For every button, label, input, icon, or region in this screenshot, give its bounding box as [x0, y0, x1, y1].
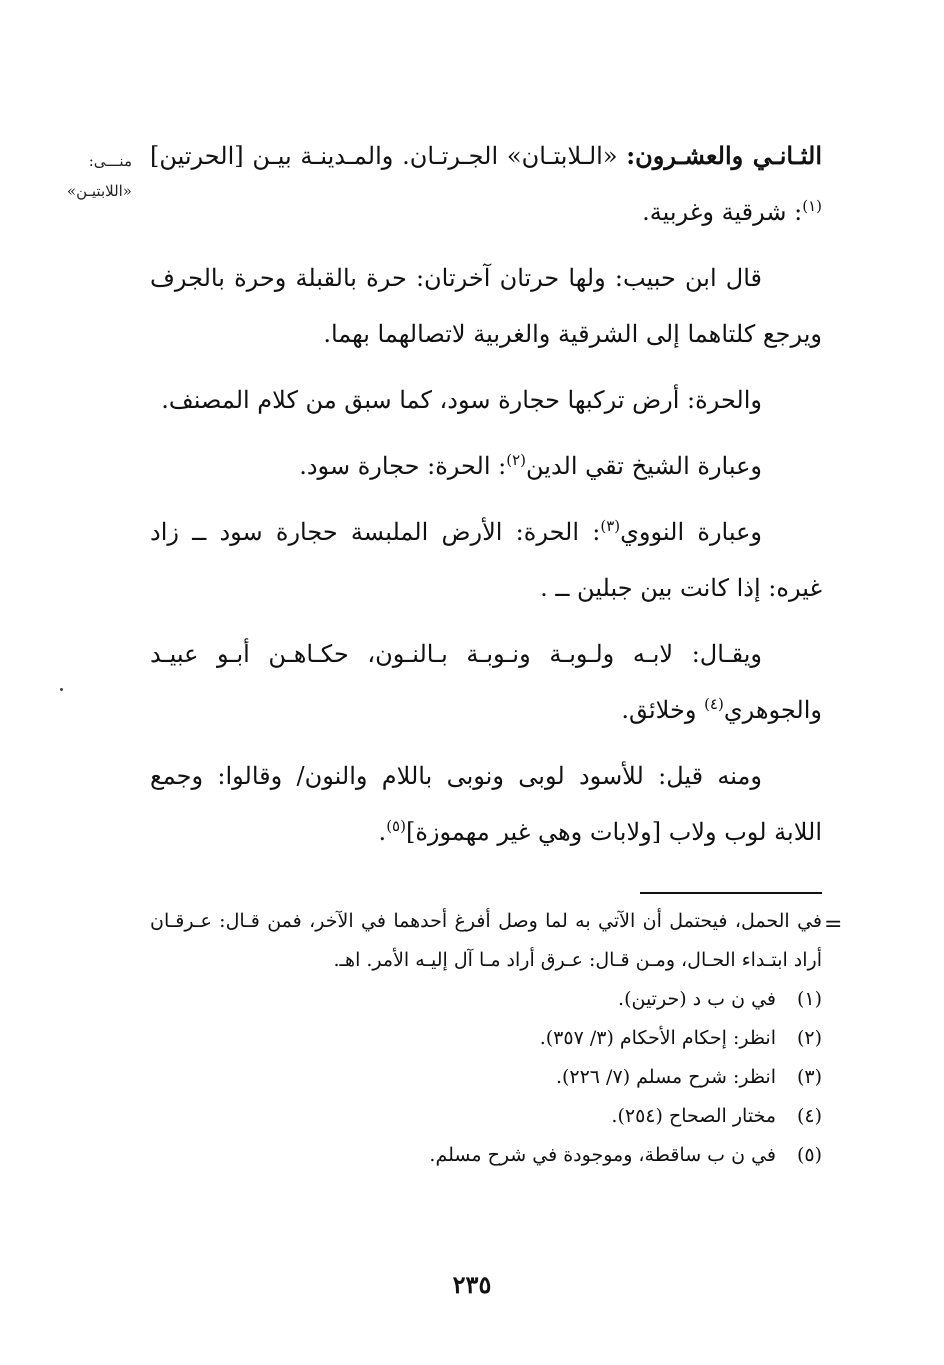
footnote-text: انظر: إحكام الأحكام (٣/ ٣٥٧).	[539, 1027, 776, 1049]
footnote-separator	[640, 892, 822, 894]
paragraph-5	[150, 504, 822, 616]
footnote-2	[150, 1019, 822, 1058]
footnote-ref: (٢)	[506, 451, 526, 469]
paragraph-6	[150, 626, 822, 738]
section-heading: الثـانـي والعشـرون:	[626, 141, 822, 170]
footnote-number: (٤)	[796, 1105, 822, 1127]
footnote-text: في ن ب د (حرتين).	[618, 988, 776, 1010]
footnote-text: انظر: شرح مسلم (٧/ ٢٢٦).	[555, 1066, 776, 1088]
footnote-5	[150, 1136, 822, 1175]
footnote-4	[150, 1097, 822, 1136]
paragraph-text: : الحرة: حجارة سود.	[299, 452, 507, 480]
footnote-number: (٣)	[796, 1066, 822, 1088]
paragraph-3	[150, 372, 822, 428]
footnote-number: (٥)	[796, 1144, 822, 1166]
footnote-3	[150, 1058, 822, 1097]
paragraph-text: «الـلابتـان» الجـرتـان. والمـدينـة بيـن [الحرتين]	[150, 142, 627, 170]
footnotes	[150, 902, 822, 1175]
paragraph-text: قال ابن حبيب: ولها حرتان آخرتان: حرة بالقبلة وحرة بالجرف ويرجع كلتاهما إلى الشرقية والغربية لاتصالهما بهما.	[150, 264, 822, 348]
footnote-ref: (٣)	[600, 517, 621, 535]
paragraph-text: وعبارة النووي	[620, 518, 762, 546]
footnote-ref: (٥)	[386, 817, 406, 835]
footnote-text: مختار الصحاح (٢٥٤).	[611, 1105, 776, 1127]
paragraph-1	[150, 128, 822, 240]
paragraph-7	[150, 748, 822, 860]
footnote-number: (٢)	[796, 1027, 822, 1049]
footnote-number: (١)	[796, 988, 822, 1010]
paragraph-text: : شرقية وغربية.	[642, 198, 803, 226]
paragraph-text: .	[378, 818, 387, 846]
paragraph-4	[150, 438, 822, 494]
page-number: ٢٣٥	[452, 1270, 492, 1299]
paragraph-text: وخلائق.	[621, 696, 705, 724]
paragraph-text: : الحرة: الأرض الملبسة حجارة سود ــ زاد غيره: إذا كانت بين جبلين ــ .	[150, 518, 822, 602]
continuation-mark: =	[824, 912, 843, 937]
footnote-ref: (١)	[802, 197, 822, 215]
paragraph-2	[150, 250, 822, 362]
margin-dot	[60, 688, 63, 691]
margin-note: منـــى: «اللابتيـن»	[66, 152, 132, 200]
paragraph-text: والحرة: أرض تركبها حجارة سود، كما سبق من كلام المصنف.	[161, 386, 762, 414]
footnote-continuation: في الحمل، فيحتمل أن الآتي به لما وصل أفرغ أحدهما في الآخر، فمن قـال: عـرقـان أراد ابتـداء الحـال، ومـن قـال: عـرق أراد مـا آل إليـه الأمر. اهـ.	[150, 910, 822, 971]
footnote-1	[150, 980, 822, 1019]
paragraph-text: ويقـال: لابـه ولـوبـة ونـوبـة بـالنـون، حكـاهـن أبـو عبيـد والجوهري	[150, 640, 822, 724]
footnote-text: في ن ب ساقطة، وموجودة في شرح مسلم.	[429, 1144, 776, 1166]
paragraph-text: وعبارة الشيخ تقي الدين	[526, 452, 762, 480]
main-text	[150, 128, 822, 870]
footnote-ref: (٤)	[704, 695, 724, 713]
paragraph-text: ومنه قيل: للأسود لوبى ونوبى باللام والنون/ وقالوا: وجمع اللابة لوب ولاب [ولابات وهي غير مهموزة]	[150, 762, 822, 846]
